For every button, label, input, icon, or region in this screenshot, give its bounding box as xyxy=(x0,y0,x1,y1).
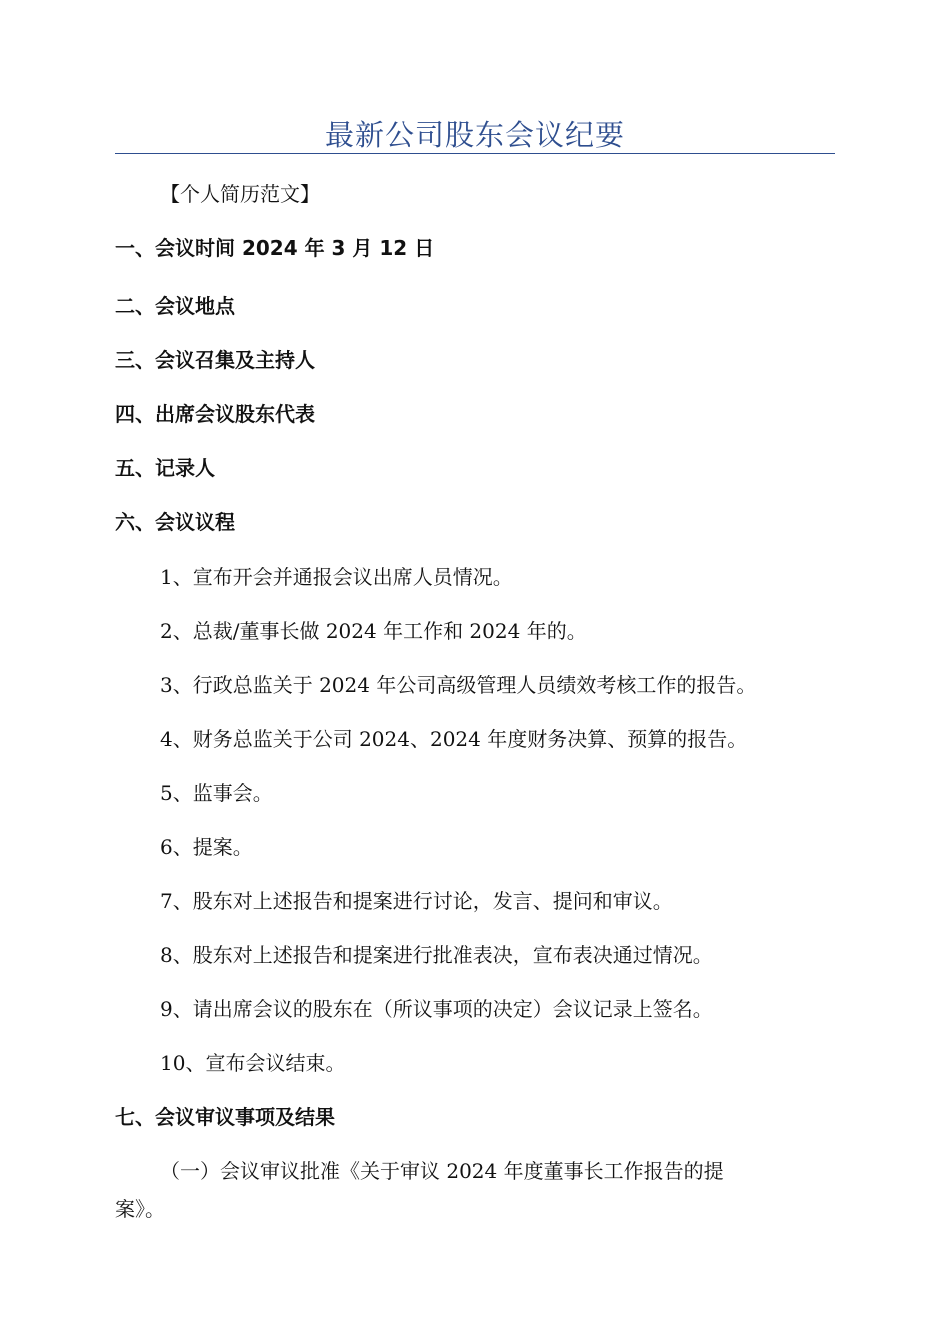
agenda-item: 8、股东对上述报告和提案进行批准表决，宣布表决通过情况。 xyxy=(160,943,713,967)
resume-tag: 【个人简历范文】 xyxy=(160,182,320,206)
agenda-item: 7、股东对上述报告和提案进行讨论，发言、提问和审议。 xyxy=(160,889,673,913)
section-convener-host: 三、会议召集及主持人 xyxy=(115,348,315,372)
agenda-item: 10、宣布会议结束。 xyxy=(160,1051,346,1075)
section-attendees: 四、出席会议股东代表 xyxy=(115,402,315,426)
result-paragraph-line: （一）会议审议批准《关于审议 2024 年度董事长工作报告的提 xyxy=(160,1159,724,1183)
section-meeting-time: 一、会议时间 2024 年 3 月 12 日 xyxy=(115,236,435,260)
agenda-item: 1、宣布开会并通报会议出席人员情况。 xyxy=(160,565,513,589)
agenda-item: 6、提案。 xyxy=(160,835,253,859)
section-agenda: 六、会议议程 xyxy=(115,510,235,534)
section-recorder: 五、记录人 xyxy=(115,456,215,480)
agenda-item: 2、总裁/董事长做 2024 年工作和 2024 年的。 xyxy=(160,619,587,643)
title-underline xyxy=(115,153,835,154)
result-paragraph-line: 案》。 xyxy=(115,1197,165,1221)
agenda-item: 9、请出席会议的股东在（所议事项的决定）会议记录上签名。 xyxy=(160,997,713,1021)
document-title: 最新公司股东会议纪要 xyxy=(324,118,625,152)
section-review-results: 七、会议审议事项及结果 xyxy=(115,1105,335,1129)
agenda-item: 5、监事会。 xyxy=(160,781,273,805)
section-meeting-place: 二、会议地点 xyxy=(115,294,235,318)
agenda-item: 3、行政总监关于 2024 年公司高级管理人员绩效考核工作的报告。 xyxy=(160,673,757,697)
agenda-item: 4、财务总监关于公司 2024、2024 年度财务决算、预算的报告。 xyxy=(160,727,748,751)
